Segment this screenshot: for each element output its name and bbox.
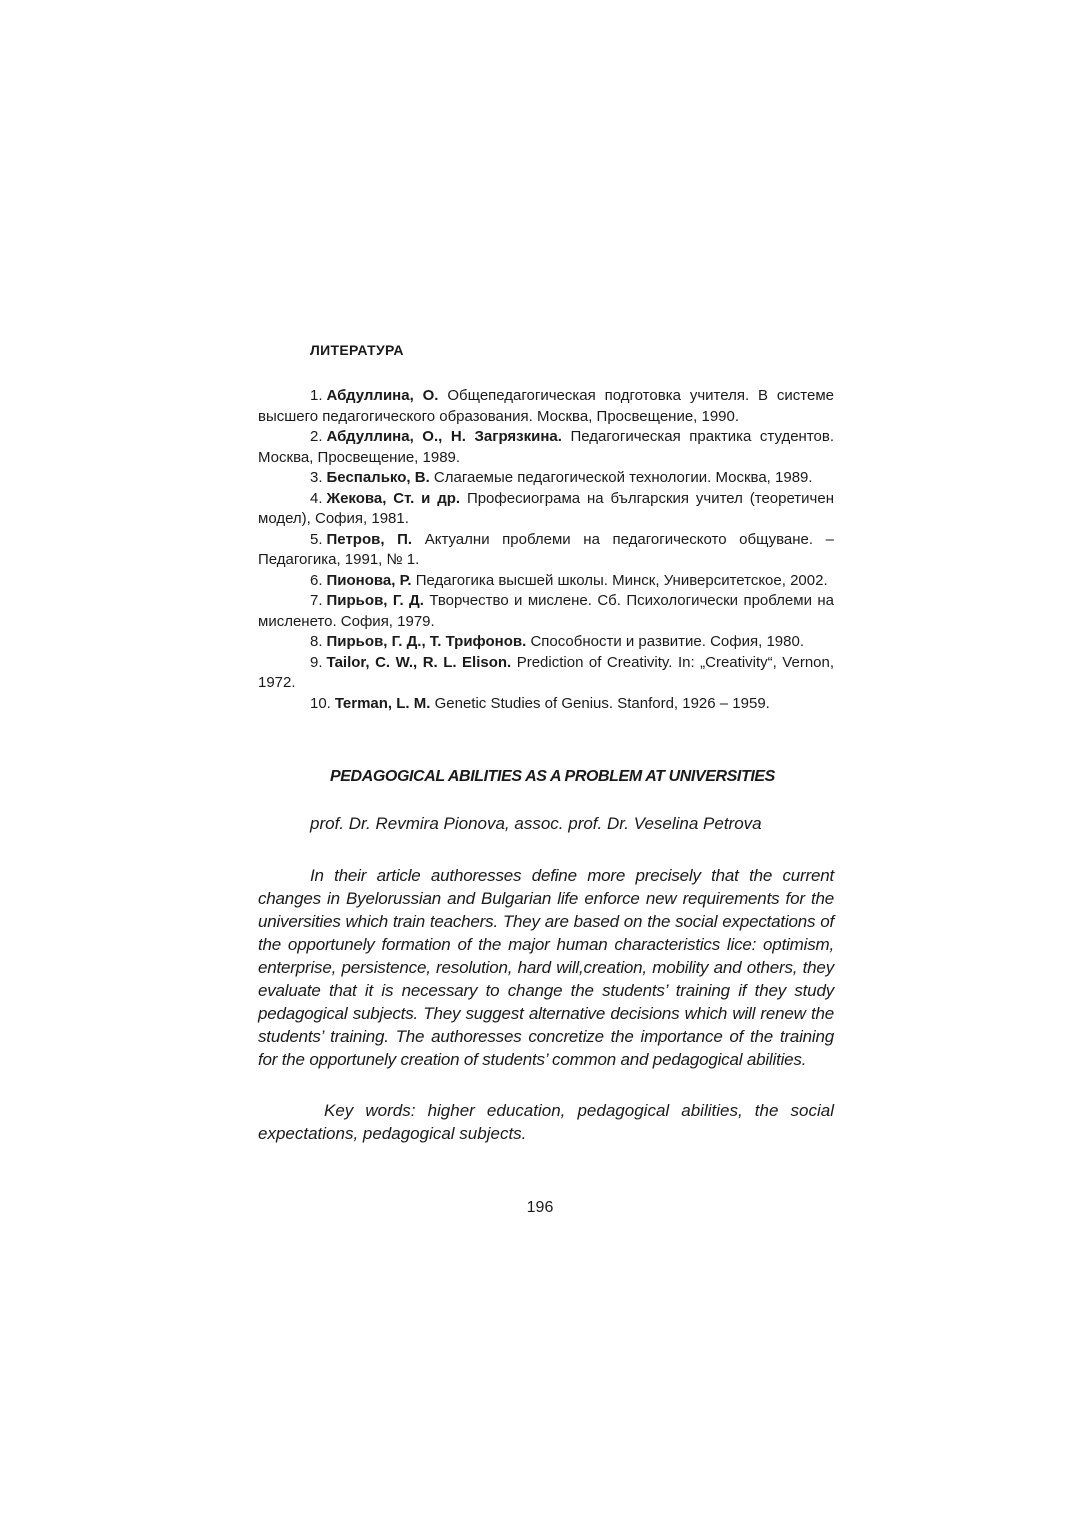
reference-item [258,653,834,694]
references-heading: ЛИТЕРАТУРА [310,342,404,358]
reference-number: 6. [310,571,323,589]
page-number: 196 [526,1199,554,1216]
reference-text: Общепедагогическая подготовка учителя. В системе высшего педагогического образования. Москва, Просвещение, 1990. [258,387,834,425]
reference-text: Педагогическая практика студентов. Москва, Просвещение, 1989. [258,428,834,466]
reference-text: Prediction of Creativity. In: „Creativity“, Vernon, 1972. [258,653,835,691]
reference-number: 10. [310,694,331,712]
reference-author: Абдуллина, О. [326,387,439,404]
page-content [258,342,834,1145]
reference-author: Пирьов, Г. Д., Т. Трифонов. [326,633,527,650]
reference-number: 1. [310,387,323,404]
reference-item [258,530,834,571]
abstract-title: PEDAGOGICAL ABILITIES AS A PROBLEM AT UNIVERSITIES [330,768,775,785]
reference-item [258,489,834,530]
reference-item [258,632,834,653]
reference-text: Актуални проблеми на педагогическото общуване. – Педагогика, 1991, № 1. [258,530,835,568]
reference-text: Способности и развитие. София, 1980. [530,633,804,650]
reference-author: Tailor, C. W., R. L. Elison. [326,653,512,671]
reference-author: Петров, П. [326,530,413,548]
reference-number: 2. [310,428,323,445]
abstract-authors: prof. Dr. Revmira Pionova, assoc. prof. Dr. Veselina Petrova [310,814,762,833]
reference-item [258,386,834,427]
reference-item [258,694,834,715]
abstract-text: In their article authoresses define more precisely that the current changes in Byelorussian and Bulgarian life enforce new requirements for the universities which train teachers. They are based on the social expectations of the opportunely formation of the major human characteristics lice: optimism, enterprise, persistence, resolution, hard will,creation, mobility and others, they evaluate that it is necessary to change the students’ training if they study pedagogical subjects. They suggest alternative decisions which will renew the students’ training. The authoresses concretize the importance of the training for the opportunely creation of students’ common and pedagogical abilities. [258,866,834,1069]
reference-author: Беспалько, В. [326,469,430,486]
reference-item [258,571,834,592]
reference-author: Жекова, Ст. и др. [326,489,461,507]
reference-number: 3. [310,469,323,486]
reference-item [258,591,834,632]
references-list [258,386,834,714]
reference-author: Пионова, Р. [326,571,412,589]
reference-text: Творчество и мислене. Сб. Психологически проблеми на мисленето. София, 1979. [258,592,834,630]
reference-number: 5. [310,530,323,548]
reference-author: Terman, L. M. [334,694,431,712]
reference-text: Педагогика высшей школы. Минск, Университетское, 2002. [415,571,828,589]
reference-number: 7. [310,592,323,609]
reference-number: 8. [310,633,323,650]
reference-text: Професиограма на българския учител (теоретичен модел), София, 1981. [258,489,835,527]
reference-text: Genetic Studies of Genius. Stanford, 1926 – 1959. [434,694,770,712]
keywords-text: Key words: higher education, pedagogical abilities, the social expectations, pedagogical subjects. [258,1101,834,1143]
reference-text: Слагаемые педагогической технологии. Москва, 1989. [433,469,813,486]
reference-number: 4. [310,489,323,507]
reference-item [258,427,834,468]
reference-number: 9. [310,653,323,671]
reference-author: Абдуллина, О., Н. Загрязкина. [326,428,562,445]
reference-author: Пирьов, Г. Д. [326,592,424,609]
reference-item [258,468,834,489]
